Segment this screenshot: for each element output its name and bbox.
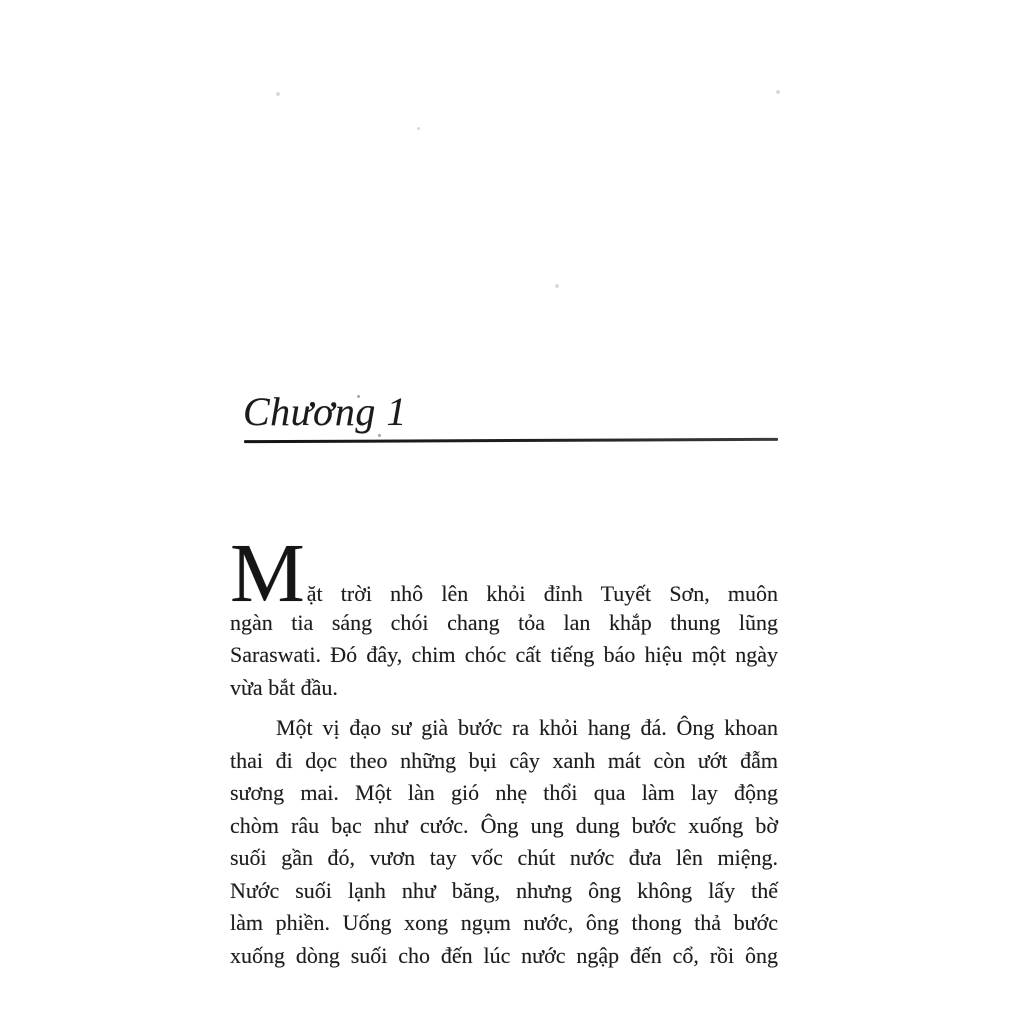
text-line: vừa bắt đầu.: [230, 674, 338, 700]
text-line: ngàn tia sáng chói chang tỏa lan khắp thung lũng: [230, 609, 778, 635]
text-line: xuống dòng suối cho đến lúc nước ngập đến cổ, rồi ông: [230, 942, 778, 968]
chapter-heading: Chương 1: [243, 389, 407, 434]
text-line: [230, 527, 778, 620]
text-line: Một vị đạo sư già bước ra khỏi hang đá. Ông khoan: [276, 715, 778, 740]
text-line: suối gần đó, vươn tay vốc chút nước đưa lên miệng.: [230, 845, 778, 870]
scan-speck: [555, 284, 559, 288]
text-line: thai đi dọc theo những bụi cây xanh mát còn ướt đẫm: [230, 747, 778, 773]
paragraph-1: [230, 527, 778, 704]
chapter-rule: [244, 438, 778, 443]
paragraph-2: [230, 712, 778, 972]
scan-speck: [776, 90, 780, 94]
text-line: Nước suối lạnh như băng, nhưng ông không lấy thế: [230, 877, 778, 903]
scan-speck: [417, 127, 420, 130]
text-line: Saraswati. Đó đây, chim chóc cất tiếng báo hiệu một ngày: [230, 642, 778, 667]
body-text: [230, 527, 778, 972]
text-line: làm phiền. Uống xong ngụm nước, ông thong thả bước: [230, 910, 778, 935]
raised-initial-letter: M: [230, 527, 306, 620]
text-line: sương mai. Một làn gió nhẹ thổi qua làm lay động: [230, 780, 778, 805]
text-line-content: ặt trời nhô lên khỏi đỉnh Tuyết Sơn, muôn: [306, 581, 778, 606]
scan-speck: [276, 92, 280, 96]
text-line: chòm râu bạc như cước. Ông ung dung bước xuống bờ: [230, 812, 778, 838]
